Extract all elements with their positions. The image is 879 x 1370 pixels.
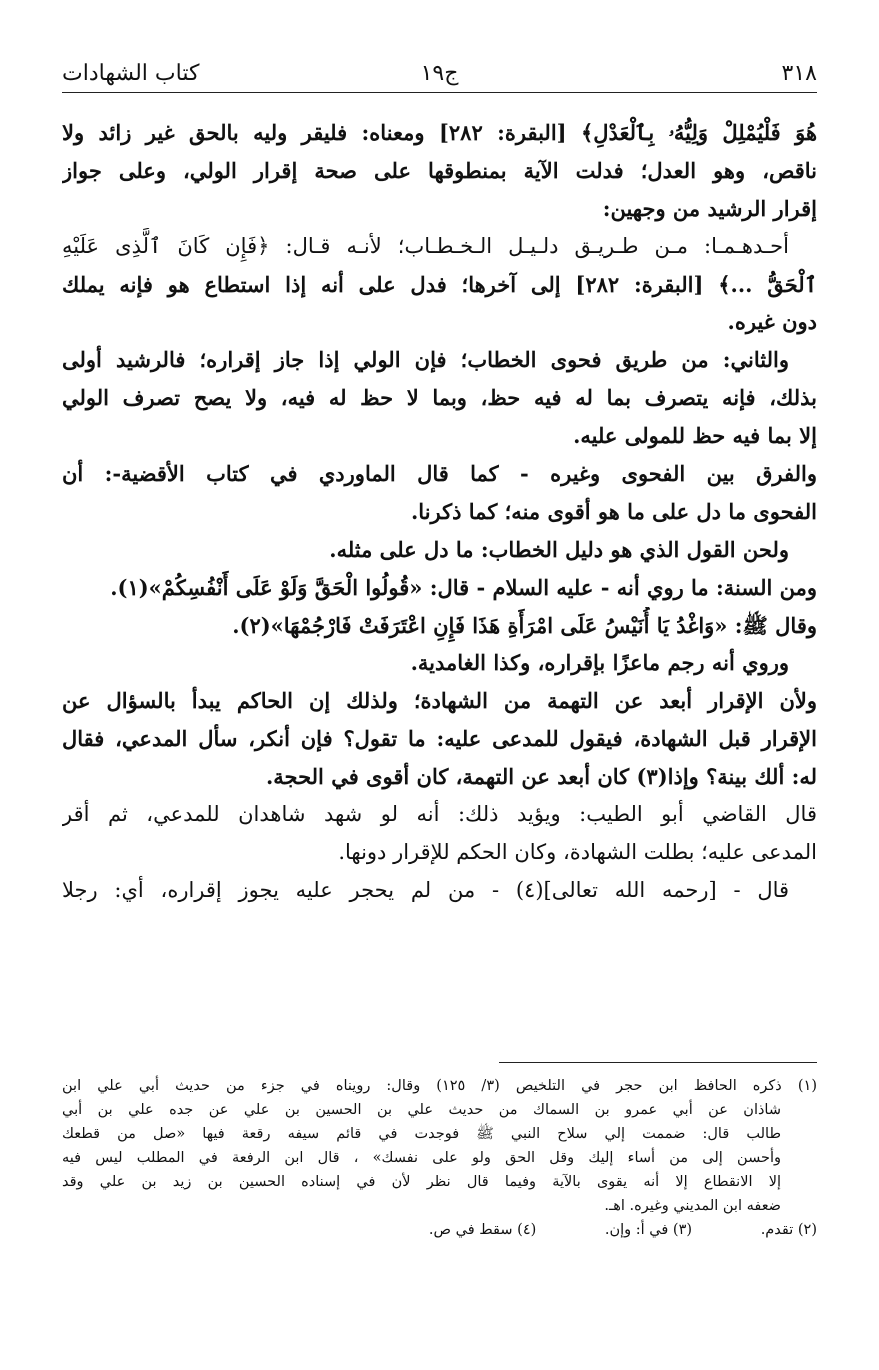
text-line: دون غيره. bbox=[727, 309, 817, 335]
text-line: ٱلْحَقُّ ...﴾ [البقرة: ٢٨٢] إلى آخرها؛ فدل على أنه إذا استطاع هو فإنه يملك bbox=[62, 271, 817, 297]
text-line: إقرار الرشيد من وجهين: bbox=[602, 195, 817, 221]
text-line: ولأن الإقرار أبعد عن التهمة من الشهادة؛ ولذلك إن الحاكم يبدأ بالسؤال عن bbox=[62, 688, 817, 714]
page-header bbox=[62, 56, 817, 93]
text-line: ولحن القول الذي هو دليل الخطاب: ما دل على مثله. bbox=[329, 536, 789, 562]
footnote-2: (٢) تقدم. bbox=[760, 1222, 817, 1238]
text-line: له: ألك بينة؟ وإذا(٣) كان أبعد عن التهمة، كان أقوى في الحجة. bbox=[265, 764, 817, 790]
text-line: والفرق بين الفحوى وغيره - كما قال الماوردي في كتاب الأقضية-: أن bbox=[62, 461, 817, 487]
footnote-line: شاذان عن أبي عمرو بن السماك من حديث علي بن الحسين بن علي عن جده علي بن أبي bbox=[62, 1102, 781, 1118]
volume-label: ج١٩ bbox=[420, 61, 459, 86]
text-line: وروي أنه رجم ماعزًا بإقراره، وكذا الغامدية. bbox=[410, 650, 789, 676]
footnotes bbox=[62, 1074, 817, 1242]
text-line: قال القاضي أبو الطيب: ويؤيد ذلك: أنه لو شهد شاهدان للمدعي، ثم أقر bbox=[62, 802, 817, 827]
footnote-line: طالب قال: ضممت إلي سلاح النبي ﷺ فوجدت في قائم سيفه رقعة فيها «صل من قطعك bbox=[62, 1126, 781, 1142]
footnote-separator bbox=[499, 1062, 817, 1063]
text-line: هُوَ فَلْيُمْلِلْ وَلِيُّهُۥ بِٱلْعَدْلِ﴾ [البقرة: ٢٨٢] ومعناه: فليقر وليه بالحق غير زائد ولا bbox=[62, 120, 817, 145]
text-line: ومن السنة: ما روي أنه - عليه السلام - قال: «قُولُوا الْحَقَّ وَلَوْ عَلَى أَنْفُسِكُمْ»(١). bbox=[110, 574, 817, 600]
text-line: قال - [رحمه الله تعالى](٤) - من لم يحجر عليه يجوز إقراره، أي: رجلا bbox=[62, 877, 790, 902]
footnote-line: إلا الانقطاع إلا أنه يقوى بالآية وفيما قال نظر لأن في إسناده الحسين بن زيد بن علي وقد bbox=[62, 1174, 781, 1190]
text-line: وقال ﷺ: «وَاغْدُ يَا أُنَيْسُ عَلَى امْرَأَةِ هَذَا فَإِنِ اعْتَرَفَتْ فَارْجُمْهَا»(٢). bbox=[232, 612, 817, 638]
text-line: المدعى عليه؛ بطلت الشهادة، وكان الحكم للإقرار دونها. bbox=[338, 839, 817, 864]
footnote-line: (١) ذكره الحافظ ابن حجر في التلخيص (٣/ ١٢٥) وقال: رويناه في جزء من حديث أبي علي ابن bbox=[62, 1078, 817, 1094]
book-title: كتاب الشهادات bbox=[62, 61, 200, 86]
text-line: أحـدهـمـا: مـن طـريـق دلـيـل الـخـطـاب؛ لأنـه قـال: ﴿فَإِن كَانَ ٱلَّذِى عَلَيْهِ bbox=[62, 233, 789, 258]
footnote-line: ضعفه ابن المديني وغيره. اهـ. bbox=[604, 1198, 781, 1214]
text-line: ناقص، وهو العدل؛ فدلت الآية بمنطوقها على صحة إقرار الولي، وعلى جواز bbox=[62, 157, 817, 183]
footnote-4: (٤) سقط في ص. bbox=[428, 1222, 537, 1238]
text-line: الفحوى ما دل على ما هو أقوى منه؛ كما ذكرنا. bbox=[410, 498, 817, 524]
text-line: والثاني: من طريق فحوى الخطاب؛ فإن الولي إذا جاز إقراره؛ فالرشيد أولى bbox=[62, 347, 789, 373]
footnote-line-short bbox=[62, 1218, 817, 1242]
text-line: بذلك، فإنه يتصرف بما له فيه حظ، وبما لا حظ له فيه، ولا يصح تصرف الولي bbox=[62, 385, 817, 411]
main-text bbox=[62, 114, 817, 1046]
text-line: الإقرار قبل الشهادة، فيقول للمدعى عليه: ما تقول؟ فإن أنكر، سأل المدعي، فقال bbox=[62, 726, 817, 752]
text-line: إلا بما فيه حظ للمولى عليه. bbox=[573, 423, 817, 449]
footnote-line: وأحسن إلى من أساء إليك وقل الحق ولو على نفسك» ، قال ابن الرفعة في المطلب ليس فيه bbox=[62, 1150, 781, 1166]
page-number: ٣١٨ bbox=[781, 61, 817, 86]
footnote-3: (٣) في أ: وإن. bbox=[604, 1222, 693, 1238]
